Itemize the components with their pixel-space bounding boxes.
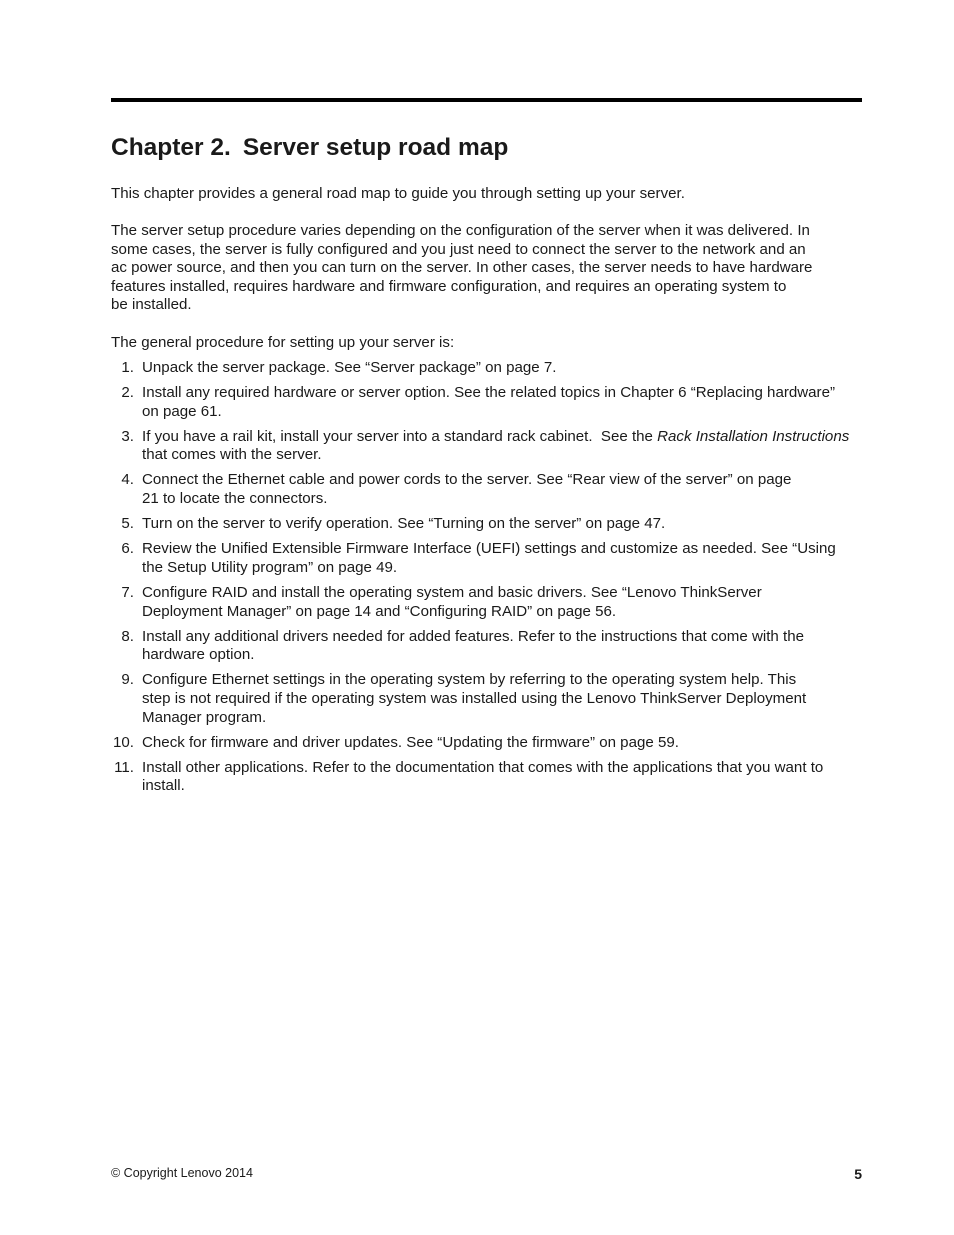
setup-step [111, 584, 871, 621]
setup-step [111, 515, 871, 534]
copyright-notice: © Copyright Lenovo 2014 [111, 1166, 253, 1180]
step-line: the Setup Utility program” on page 49. [142, 558, 398, 576]
step-text [142, 628, 871, 665]
step-line [142, 428, 871, 447]
rack-installation-instructions-title: Rack Installation Instructions [657, 427, 850, 445]
step-number: 11. [114, 758, 134, 776]
step-number: 1. [121, 359, 134, 376]
step-line: Deployment Manager” on page 14 and “Configuring RAID” on page 56. [142, 602, 617, 620]
setup-step [111, 734, 871, 753]
intro-paragraph-line: This chapter provides a general road map to guide you through setting up your server. [111, 185, 685, 202]
setup-procedure-line: ac power source, and then you can turn on the server. In other cases, the server needs to have hardware [111, 259, 813, 277]
intro-paragraph [111, 185, 863, 204]
setup-step [111, 540, 871, 577]
step-text [142, 428, 871, 465]
setup-step [111, 628, 871, 665]
setup-procedure-paragraph [111, 222, 863, 315]
setup-step [111, 759, 871, 796]
setup-step [111, 359, 871, 378]
setup-step [111, 428, 871, 465]
chapter-heading: Server setup road map [242, 134, 509, 161]
step-text [142, 734, 871, 753]
chapter-label: Chapter 2. [111, 134, 231, 161]
step-text [142, 384, 871, 421]
setup-procedure-line: features installed, requires hardware and firmware configuration, and requires an operating system to [111, 277, 787, 295]
step-line: 21 to locate the connectors. [142, 490, 328, 508]
step-line: Install any additional drivers needed for added features. Refer to the instructions that come with the [142, 627, 804, 645]
step-line: on page 61. [142, 402, 222, 420]
step-text [142, 359, 871, 378]
setup-step [111, 384, 871, 421]
step-line: that comes with the server. [142, 446, 322, 464]
step-number: 5. [121, 515, 134, 533]
step-line: Configure Ethernet settings in the operating system by referring to the operating system help. This [142, 671, 797, 689]
step-text [142, 759, 871, 796]
step-line: install. [142, 777, 185, 795]
step-line: Unpack the server package. See “Server package” on page 7. [142, 359, 557, 376]
step-number: 7. [121, 583, 134, 601]
step-line: hardware option. [142, 646, 255, 664]
step-line-text: If you have a rail kit, install your server into a standard rack cabinet. See the [142, 427, 658, 445]
step-text [142, 584, 871, 621]
step-number: 4. [121, 471, 134, 489]
general-procedure-intro [111, 334, 863, 353]
step-text [142, 515, 871, 534]
step-line: step is not required if the operating system was installed using the Lenovo ThinkServer Deployment [142, 689, 807, 707]
step-line: Check for firmware and driver updates. See “Updating the firmware” on page 59. [142, 733, 679, 751]
setup-procedure-line: be installed. [111, 296, 192, 314]
step-line: Review the Unified Extensible Firmware Interface (UEFI) settings and customize as needed. See “Using [142, 540, 836, 558]
step-text [142, 540, 871, 577]
step-line: Connect the Ethernet cable and power cords to the server. See “Rear view of the server” on page [142, 471, 792, 489]
step-number: 9. [121, 671, 134, 689]
chapter-title [111, 134, 508, 162]
step-text [142, 471, 871, 508]
step-line: Manager program. [142, 708, 267, 726]
setup-procedure-line: some cases, the server is fully configured and you just need to connect the server to the network and an [111, 240, 806, 258]
step-number: 10. [113, 733, 134, 751]
step-line: Install any required hardware or server option. See the related topics in Chapter 6 “Replacing hardware” [142, 384, 836, 402]
step-line: Turn on the server to verify operation. See “Turning on the server” on page 47. [142, 515, 666, 533]
step-line: Configure RAID and install the operating system and basic drivers. See “Lenovo ThinkServer [142, 583, 762, 601]
step-number: 3. [121, 427, 134, 445]
setup-step [111, 471, 871, 508]
step-number: 8. [121, 627, 134, 645]
general-procedure-line: The general procedure for setting up your server is: [111, 334, 455, 351]
setup-steps-list [111, 359, 871, 802]
setup-procedure-line: The server setup procedure varies depending on the configuration of the server when it was delivered. In [111, 222, 810, 239]
step-line: Install other applications. Refer to the documentation that comes with the applications that you want to [142, 758, 824, 776]
step-number: 6. [121, 540, 134, 558]
setup-step [111, 671, 871, 727]
page-number: 5 [854, 1166, 862, 1182]
step-text [142, 671, 871, 727]
step-number: 2. [121, 384, 134, 402]
chapter-top-rule [111, 98, 862, 102]
